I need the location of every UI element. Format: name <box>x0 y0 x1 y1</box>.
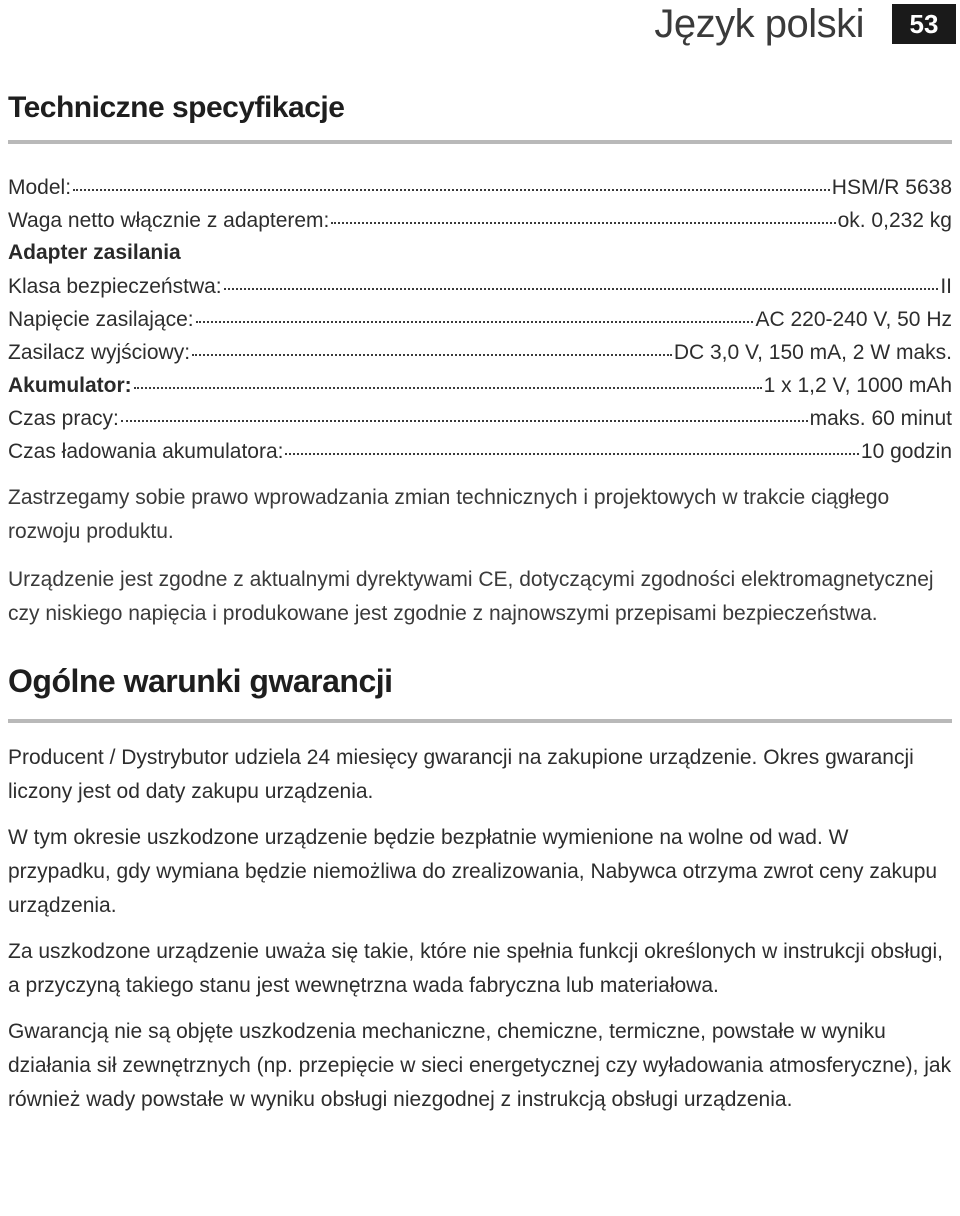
spec-row-battery <box>8 368 952 401</box>
warranty-paragraph: Za uszkodzone urządzenie uważa się takie, które nie spełnia funkcji określonych w instrukcji obsługi, a przyczyną takiego stanu jest wewnętrzna wada fabryczna lub materiałowa. <box>8 940 943 997</box>
warranty-paragraph: Producent / Dystrybutor udziela 24 miesięcy gwarancji na zakupione urządzenie. Okres gwarancji liczony jest od daty zakupu urządzenia. <box>8 746 914 803</box>
adapter-heading: Adapter zasilania <box>8 241 181 264</box>
spec-value: AC 220-240 V, 50 Hz <box>755 308 952 331</box>
spec-list <box>8 170 952 467</box>
spec-label: Czas pracy: <box>8 407 119 430</box>
spec-row-safety-class <box>8 269 952 302</box>
dot-leader <box>121 401 808 425</box>
dot-leader <box>73 170 830 194</box>
language-title: Język polski <box>654 2 864 46</box>
page-number-badge: 53 <box>892 4 956 44</box>
spec-value: DC 3,0 V, 150 mA, 2 W maks. <box>673 341 952 364</box>
battery-label: Akumulator: <box>8 374 132 397</box>
spec-label: Zasilacz wyjściowy: <box>8 341 191 364</box>
dot-leader <box>331 203 835 227</box>
technical-changes-note: Zastrzegamy sobie prawo wprowadzania zmian technicznych i projektowych w trakcie ciągłego rozwoju produktu. <box>8 486 890 543</box>
spec-row-model <box>8 170 952 203</box>
spec-value: maks. 60 minut <box>809 407 952 430</box>
spec-row-output <box>8 335 952 368</box>
section-divider <box>8 719 952 723</box>
warranty-paragraph: W tym okresie uszkodzone urządzenie będzie bezpłatnie wymienione na wolne od wad. W przypadku, gdy wymiana będzie niemożliwa do zrealizowania, Nabywca otrzyma zwrot ceny zakupu urządzenia. <box>8 826 938 917</box>
spec-row-charge-time <box>8 434 952 467</box>
page-header <box>654 0 960 48</box>
spec-row-runtime <box>8 401 952 434</box>
spec-label: Model: <box>8 176 72 199</box>
spec-label: Klasa bezpieczeństwa: <box>8 275 222 298</box>
specs-section-title: Techniczne specyfikacje <box>8 91 345 124</box>
spec-value: ok. 0,232 kg <box>837 209 952 232</box>
spec-row-weight <box>8 203 952 236</box>
page-content <box>8 86 952 1117</box>
section-divider <box>8 140 952 144</box>
spec-row-supply-voltage <box>8 302 952 335</box>
spec-label: Waga netto włącznie z adapterem: <box>8 209 330 232</box>
dot-leader <box>192 335 672 359</box>
warranty-paragraph: Gwarancją nie są objęte uszkodzenia mechaniczne, chemiczne, termiczne, powstałe w wyniku działania sił zewnętrznych (np. przepięcie w sieci energetycznej czy wyładowania atmosferyczne), jak również wady powstałe w wyniku obsługi niezgodnej z instrukcją obsługi urządzenia. <box>8 1020 952 1111</box>
spec-value: HSM/R 5638 <box>831 176 952 199</box>
warranty-section-title: Ogólne warunki gwarancji <box>8 663 393 699</box>
spec-value: II <box>940 275 952 298</box>
dot-leader <box>196 302 754 326</box>
dot-leader <box>134 368 762 392</box>
dot-leader <box>224 269 939 293</box>
spec-label: Czas ładowania akumulatora: <box>8 440 284 463</box>
spec-value: 10 godzin <box>860 440 952 463</box>
spec-value: 1 x 1,2 V, 1000 mAh <box>763 374 952 397</box>
dot-leader <box>285 434 858 458</box>
spec-label: Napięcie zasilające: <box>8 308 194 331</box>
ce-compliance-note: Urządzenie jest zgodne z aktualnymi dyrektywami CE, dotyczącymi zgodności elektromagnetycznej czy niskiego napięcia i produkowane jest zgodnie z najnowszymi przepisami bezpieczeństwa. <box>8 568 934 625</box>
